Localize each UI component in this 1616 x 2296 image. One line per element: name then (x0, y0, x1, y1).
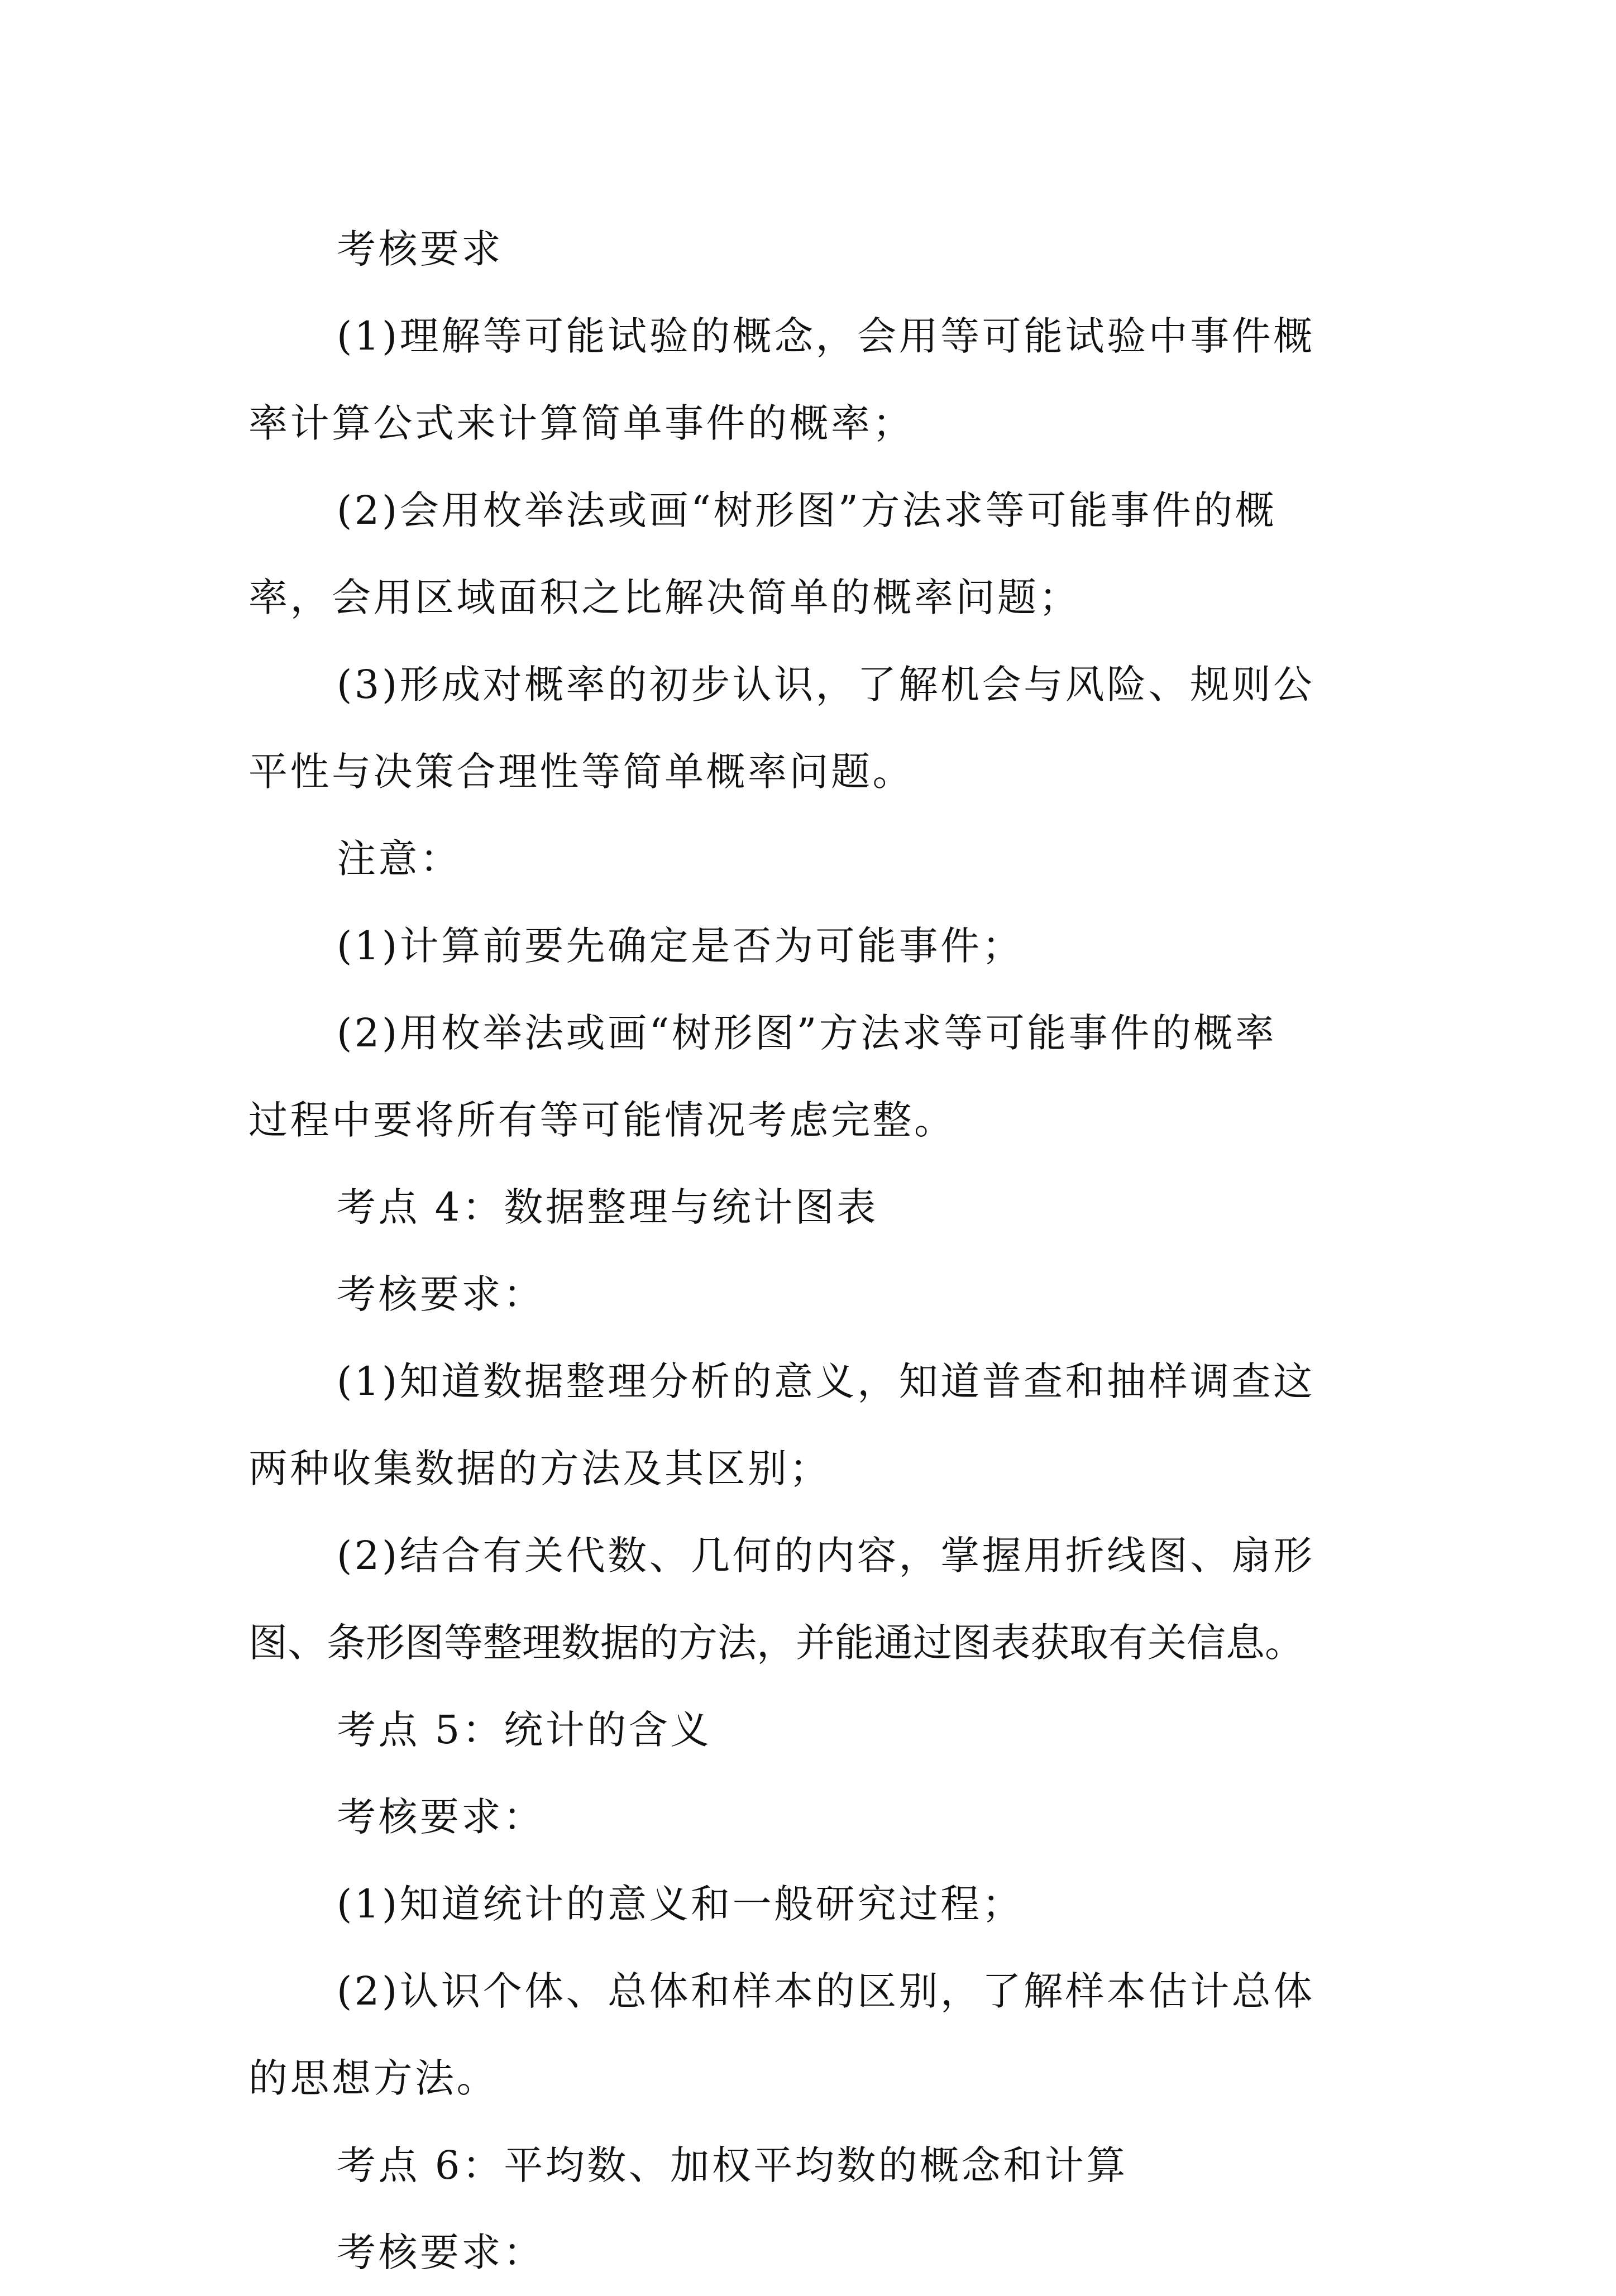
paragraph-line: 注意： (337, 836, 462, 882)
paragraph-line: 的思想方法。 (248, 2055, 498, 2101)
paragraph-line: (2)结合有关代数、几何的内容，掌握用折线图、扇形 (337, 1533, 1315, 1578)
section-heading: 考点 5：统计的含义 (337, 1707, 712, 1753)
paragraph-line: (2)认识个体、总体和样本的区别，了解样本估计总体 (337, 1968, 1315, 2014)
section-heading: 考点 4：数据整理与统计图表 (337, 1184, 878, 1230)
paragraph-line: 过程中要将所有等可能情况考虑完整。 (248, 1097, 956, 1143)
paragraph-line: (1)理解等可能试验的概念，会用等可能试验中事件概 (337, 313, 1315, 359)
section-heading: 考点 6：平均数、加权平均数的概念和计算 (337, 2142, 1128, 2188)
paragraph-line: (1)知道数据整理分析的意义，知道普查和抽样调查这 (337, 1359, 1315, 1404)
paragraph-line: (2)用枚举法或画“树形图”方法求等可能事件的概率 (337, 1010, 1277, 1056)
paragraph-line: (2)会用枚举法或画“树形图”方法求等可能事件的概 (337, 487, 1277, 533)
paragraph-line: 率，会用区域面积之比解决简单的概率问题； (248, 575, 1080, 620)
paragraph-line: 考核要求： (337, 1794, 545, 1840)
paragraph-line: 考核要求 (337, 226, 503, 272)
document-body (248, 205, 1388, 2296)
paragraph-line: (1)知道统计的意义和一般研究过程； (337, 1881, 1024, 1927)
paragraph-line: 考核要求： (337, 1271, 545, 1317)
paragraph-line: 平性与决策合理性等简单概率问题。 (248, 749, 914, 795)
paragraph-line: (3)形成对概率的初步认识，了解机会与风险、规则公 (337, 662, 1315, 707)
paragraph-line: 考核要求： (337, 2230, 545, 2275)
paragraph-line: 两种收集数据的方法及其区别； (248, 1446, 831, 1491)
paragraph-line: 率计算公式来计算简单事件的概率； (248, 400, 914, 446)
paragraph-line: 图、条形图等整理数据的方法，并能通过图表获取有关信息。 (248, 1620, 1304, 1666)
paragraph-line: (1)计算前要先确定是否为可能事件； (337, 923, 1024, 969)
